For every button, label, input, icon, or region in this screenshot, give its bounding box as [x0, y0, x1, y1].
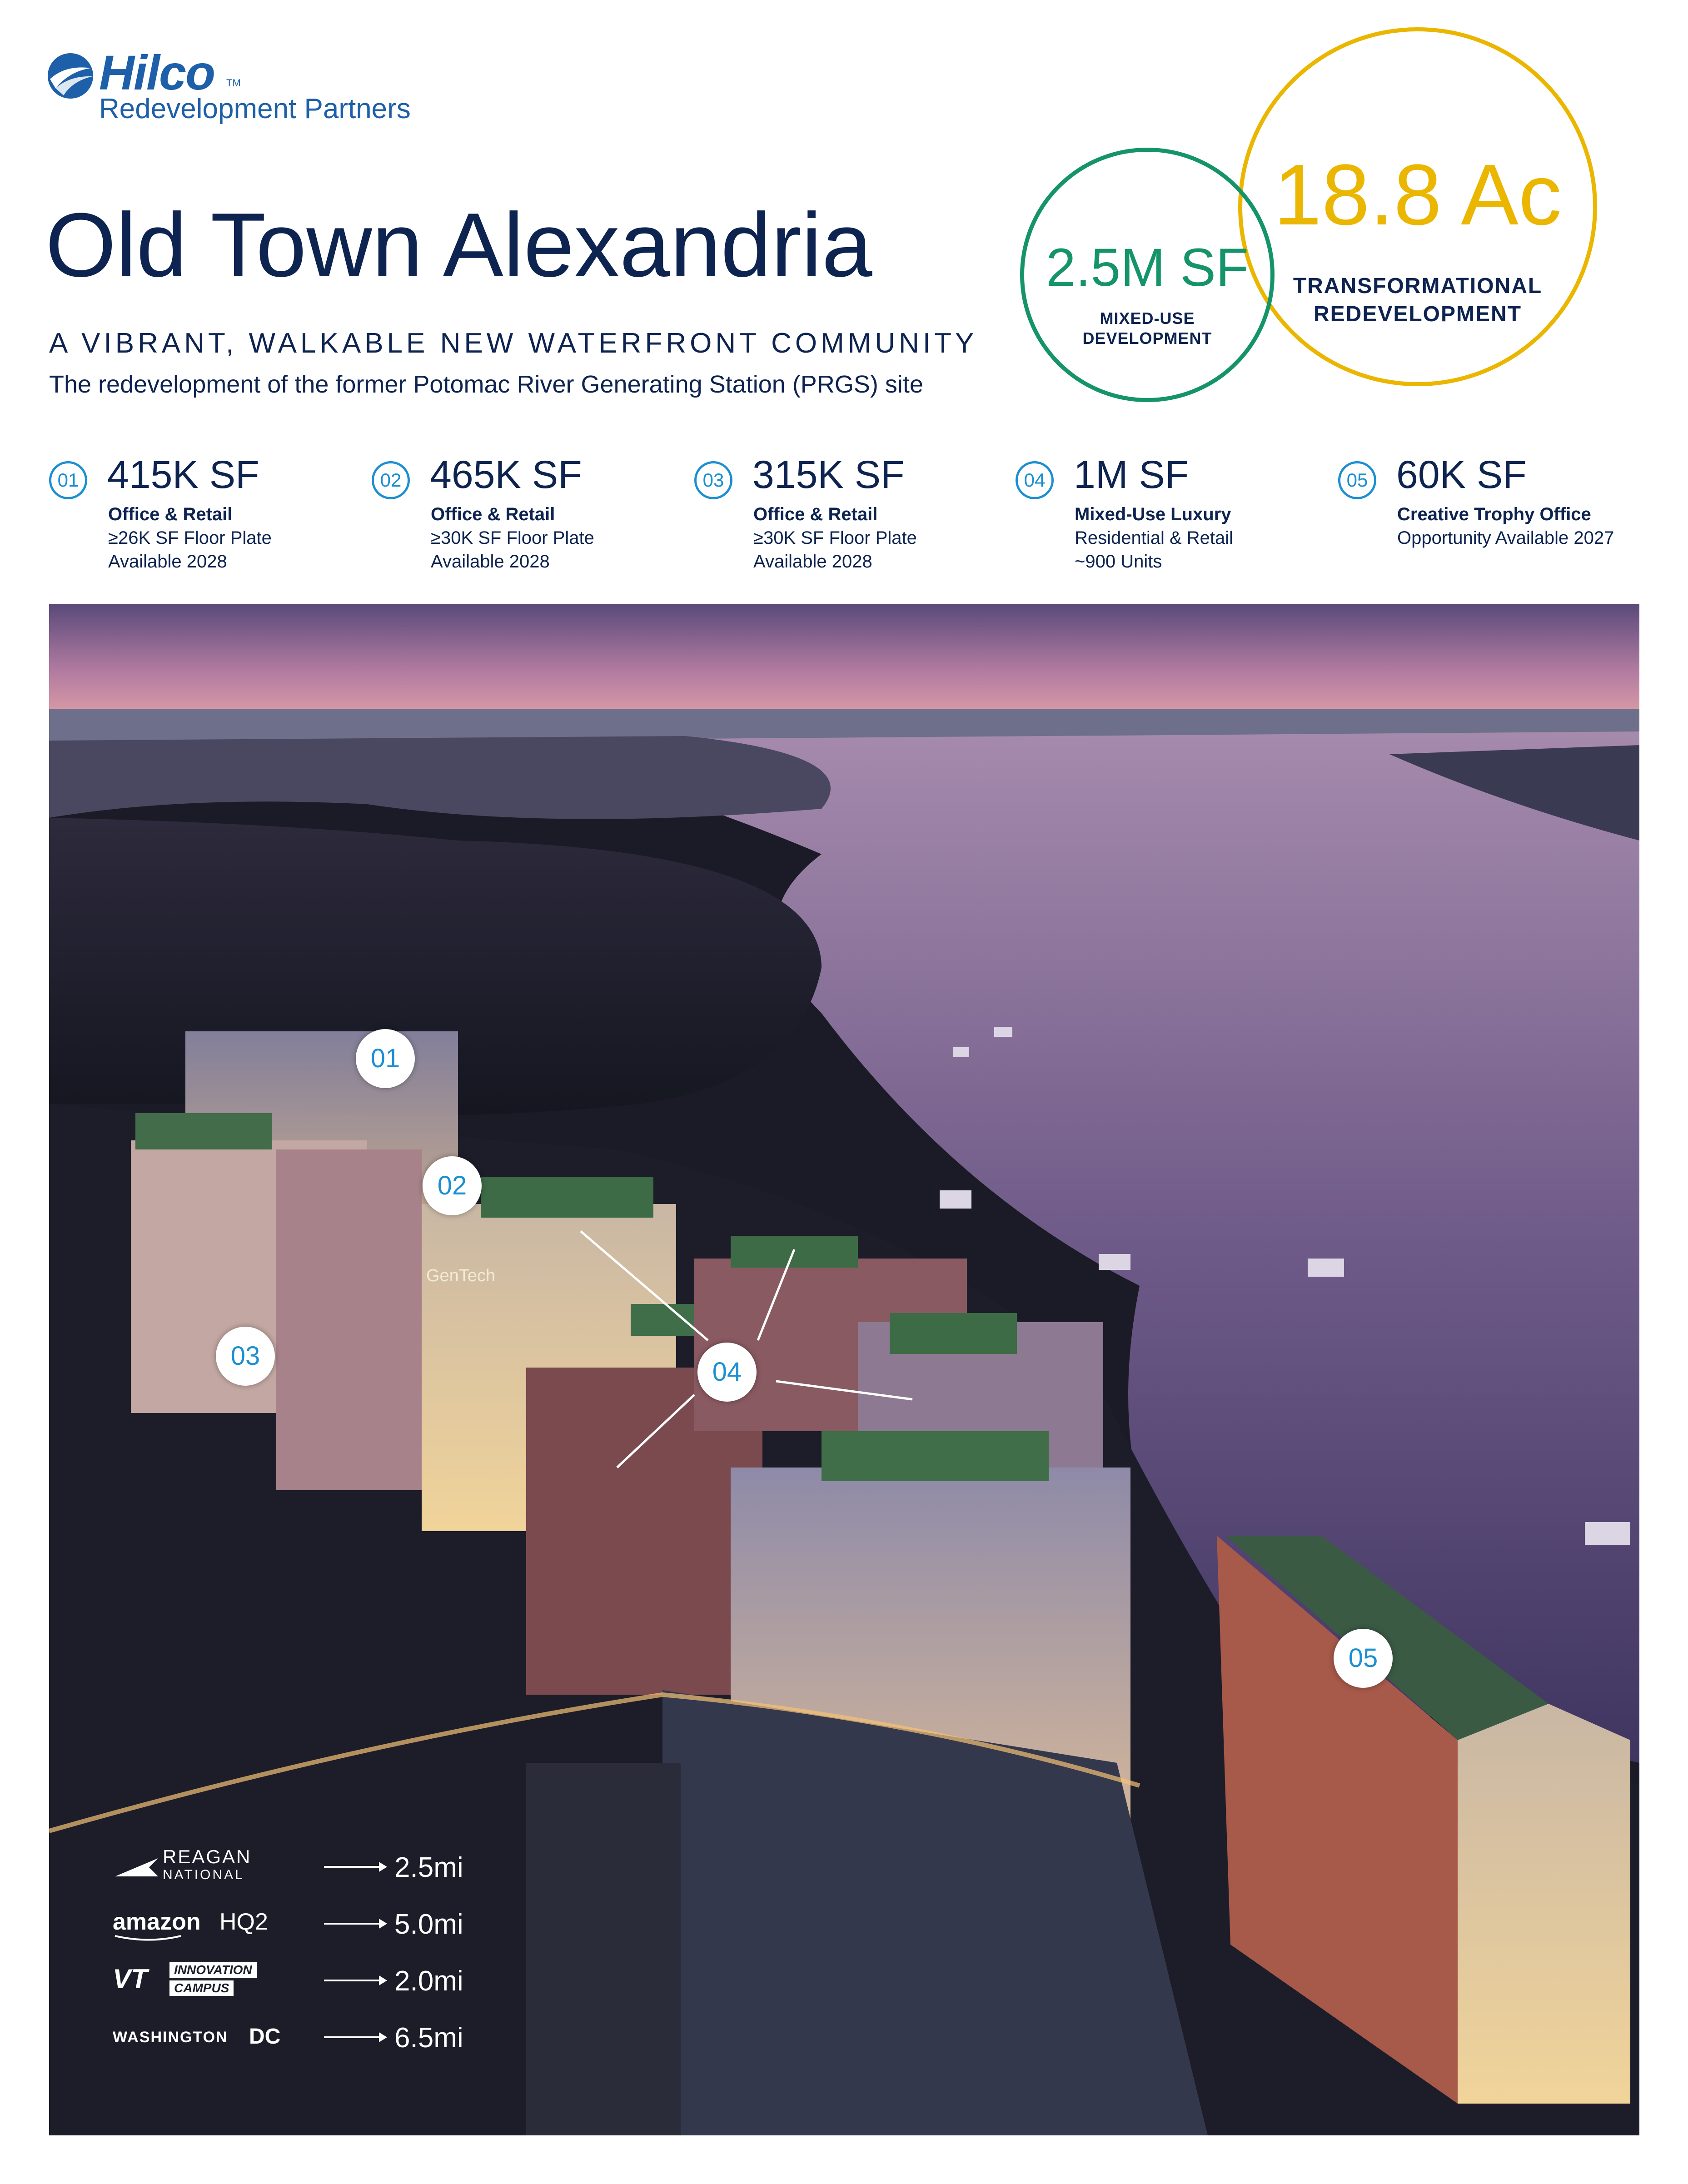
square-footage-circle [1020, 148, 1275, 402]
acreage-value: 18.8 Ac [1274, 147, 1562, 243]
marker-05: 05 [1334, 1629, 1393, 1688]
amazon-name: amazon [113, 1909, 201, 1935]
stat-value: 465K SF [430, 453, 582, 497]
square-footage-label [1024, 308, 1270, 348]
amazon-smile-icon [113, 1934, 185, 1943]
stat-line2: ≥30K SF Floor Plate [431, 528, 594, 548]
arrow-icon [324, 1980, 385, 1981]
acreage-label-line2: REDEVELOPMENT [1313, 302, 1522, 326]
aerial-rendering [49, 604, 1639, 2135]
tagline: A VIBRANT, WALKABLE NEW WATERFRONT COMMUNITY [49, 328, 978, 359]
washington-name: WASHINGTON [113, 2029, 228, 2046]
stat-line3: Available 2028 [108, 552, 227, 572]
distance-washington-dc [113, 2017, 522, 2058]
stat-line1: Office & Retail [431, 504, 555, 524]
square-footage-label-line1: MIXED-USE [1100, 309, 1195, 328]
square-footage-label-line2: DEVELOPMENT [1082, 329, 1212, 348]
subtitle: The redevelopment of the former Potomac River Generating Station (PRGS) site [49, 371, 923, 398]
hq2-name: HQ2 [219, 1909, 268, 1935]
page-title: Old Town Alexandria [45, 194, 872, 296]
acreage-label [1242, 272, 1593, 328]
stat-05 [1338, 452, 1656, 579]
marker-03: 03 [216, 1327, 275, 1386]
innovation-label: INNOVATION [169, 1962, 257, 1978]
stat-03 [694, 452, 1012, 579]
logo-brand: Hilco [99, 45, 215, 100]
dc-name: DC [249, 2025, 281, 2049]
stat-01 [49, 452, 367, 579]
stat-line2: Opportunity Available 2027 [1397, 528, 1614, 548]
stat-value: 315K SF [752, 453, 905, 497]
stat-line2: ≥26K SF Floor Plate [108, 528, 272, 548]
hilco-logo [45, 45, 454, 127]
square-footage-value: 2.5M SF [1046, 238, 1249, 298]
stat-line1: Creative Trophy Office [1397, 504, 1591, 524]
stat-number-badge: 01 [49, 461, 87, 499]
arrow-icon [324, 1923, 385, 1925]
arrow-icon [324, 2036, 385, 2038]
hilco-swoosh-icon [45, 51, 95, 101]
campus-label: CAMPUS [169, 1980, 234, 1996]
stat-line1: Mixed-Use Luxury [1075, 504, 1231, 524]
stat-line1: Office & Retail [108, 504, 233, 524]
marker-01: 01 [356, 1029, 415, 1088]
stat-02 [372, 452, 690, 579]
stat-line3: Available 2028 [753, 552, 872, 572]
acreage-label-line1: TRANSFORMATIONAL [1293, 274, 1543, 298]
stat-value: 60K SF [1396, 453, 1527, 497]
stat-line3: Available 2028 [431, 552, 550, 572]
distance-amazon-hq2 [113, 1904, 522, 1945]
stat-line1: Office & Retail [753, 504, 878, 524]
vt-name: VT [113, 1964, 148, 1994]
acreage-circle [1238, 27, 1597, 386]
marker-04: 04 [697, 1343, 757, 1402]
stat-line3: ~900 Units [1075, 552, 1162, 572]
stat-value: 415K SF [107, 453, 259, 497]
stat-value: 1M SF [1074, 453, 1189, 497]
stat-number-badge: 03 [694, 461, 732, 499]
plane-icon [113, 1849, 163, 1886]
stat-number-badge: 04 [1016, 461, 1054, 499]
reagan-name-line1: REAGAN [163, 1846, 252, 1867]
distance-value: 2.5mi [394, 1852, 463, 1883]
marker-02: 02 [423, 1156, 482, 1215]
arrow-icon [324, 1866, 385, 1868]
building-sign: GenTech [426, 1266, 496, 1285]
stat-number-badge: 02 [372, 461, 410, 499]
stat-line2: Residential & Retail [1075, 528, 1234, 548]
distance-reagan-national [113, 1847, 522, 1888]
logo-subtitle: Redevelopment Partners [99, 93, 411, 124]
reagan-name-line2: NATIONAL [163, 1867, 244, 1882]
logo-trademark: TM [226, 77, 241, 89]
stat-number-badge: 05 [1338, 461, 1376, 499]
distance-vt-innovation-campus [113, 1960, 522, 2001]
stat-line2: ≥30K SF Floor Plate [753, 528, 917, 548]
distance-value: 6.5mi [394, 2022, 463, 2054]
stat-04 [1016, 452, 1334, 579]
distance-value: 5.0mi [394, 1909, 463, 1940]
distance-value: 2.0mi [394, 1965, 463, 1997]
